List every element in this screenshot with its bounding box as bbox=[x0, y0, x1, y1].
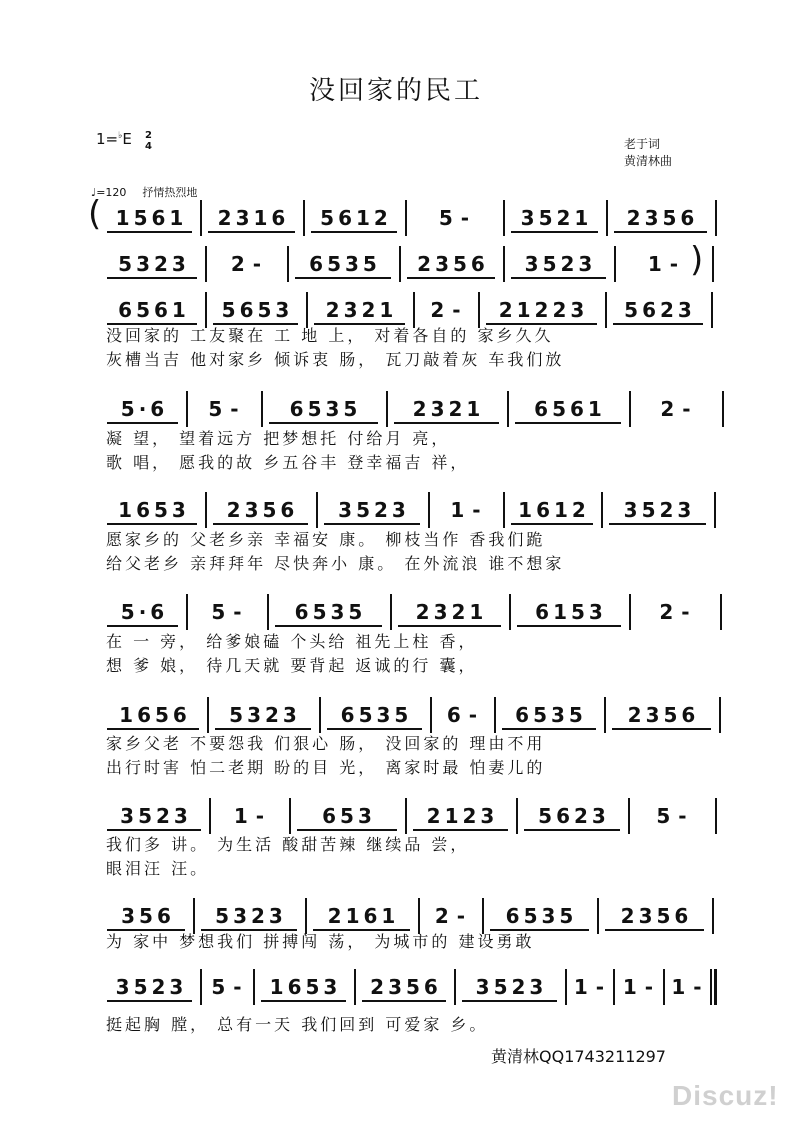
barline bbox=[316, 492, 318, 528]
measure: 2 - bbox=[230, 252, 262, 276]
key-note: E bbox=[122, 130, 132, 148]
lyric-line: 为 家中 梦想我们 拼搏闯 荡， 为城市的 建设勇敢 bbox=[106, 932, 535, 951]
watermark: Discuz! bbox=[672, 1080, 779, 1111]
measure: 1 6 1 2 bbox=[518, 498, 586, 522]
beam-line bbox=[362, 1000, 446, 1002]
barline bbox=[200, 200, 202, 236]
barline bbox=[405, 200, 407, 236]
measure: 5 6 1 2 bbox=[320, 206, 388, 230]
barline bbox=[663, 969, 665, 1005]
barline bbox=[186, 594, 188, 630]
beam-line bbox=[524, 829, 620, 831]
barline bbox=[454, 969, 456, 1005]
measure: 5 6 2 3 bbox=[624, 298, 692, 322]
tempo-mark: ♩=120 bbox=[91, 186, 127, 199]
barline bbox=[714, 492, 716, 528]
barline bbox=[565, 969, 567, 1005]
barline bbox=[267, 594, 269, 630]
tempo-marking bbox=[91, 184, 197, 200]
notes-line bbox=[0, 969, 792, 1003]
beam-line bbox=[398, 625, 501, 627]
measure: 3 5 2 3 bbox=[120, 804, 188, 828]
measure: 5 · 6 bbox=[120, 600, 165, 624]
notes-line bbox=[0, 194, 792, 234]
notes-line bbox=[0, 240, 792, 280]
measure: 1 - bbox=[573, 975, 605, 999]
measure: 2 1 6 1 bbox=[327, 904, 396, 928]
lyric-line: 我们多 讲。 为生活 酸甜苦辣 继续品 尝， bbox=[106, 835, 470, 854]
measure: 2 3 5 6 bbox=[370, 975, 438, 999]
measure: 6 5 3 5 bbox=[309, 252, 377, 276]
measure: 1 6 5 6 bbox=[119, 703, 187, 727]
measure: 5 · 6 bbox=[120, 397, 165, 421]
measure: 3 5 2 1 bbox=[520, 206, 589, 230]
lyricist-credit: 老于词 bbox=[624, 137, 661, 151]
lyric-line: 没回家的 工友聚在 工 地 上， 对着各自的 家乡久久 bbox=[106, 326, 554, 345]
measure: 2 3 5 6 bbox=[226, 498, 295, 522]
barline bbox=[289, 798, 291, 834]
barline bbox=[386, 391, 388, 427]
barline bbox=[399, 246, 401, 282]
composer-credit: 黄清林曲 bbox=[624, 154, 673, 168]
lyric-line: 家乡父老 不要怨我 们狠心 肠， 没回家的 理由不用 bbox=[106, 734, 546, 753]
beam-line bbox=[462, 1000, 557, 1002]
barline bbox=[507, 391, 509, 427]
measure: 6 5 3 5 bbox=[294, 600, 363, 624]
barline bbox=[715, 200, 717, 236]
measure: 6 5 3 bbox=[322, 804, 372, 828]
measure: 2 3 2 1 bbox=[412, 397, 481, 421]
lyric-line: 灰槽当吉 他对家乡 倾诉衷 肠， 瓦刀敲着灰 车我们放 bbox=[106, 350, 565, 369]
barline bbox=[710, 969, 712, 1005]
beam-line bbox=[517, 625, 621, 627]
barline bbox=[287, 246, 289, 282]
beam-line bbox=[324, 523, 420, 525]
barline bbox=[390, 594, 392, 630]
lyric-line: 给父老乡 亲拜拜年 尽快奔小 康。 在外流浪 谁不想家 bbox=[106, 554, 565, 573]
barline bbox=[722, 391, 724, 427]
beam-line bbox=[612, 728, 711, 730]
barline bbox=[606, 200, 608, 236]
beam-line bbox=[609, 523, 706, 525]
measure: 3 5 2 3 bbox=[524, 252, 593, 276]
barline bbox=[319, 697, 321, 733]
measure: 2 - bbox=[660, 397, 691, 421]
song-title: 没回家的民工 bbox=[308, 76, 483, 106]
notes-line bbox=[0, 391, 792, 425]
measure: 2 3 5 6 bbox=[627, 703, 696, 727]
measure: 3 5 2 3 bbox=[338, 498, 406, 522]
beam-line bbox=[515, 422, 621, 424]
barline bbox=[205, 492, 207, 528]
measure: 6 5 3 5 bbox=[505, 904, 574, 928]
barline bbox=[209, 798, 211, 834]
beam-line bbox=[269, 422, 378, 424]
beam-line bbox=[311, 231, 397, 233]
measure: 6 5 3 5 bbox=[340, 703, 409, 727]
barline bbox=[200, 969, 202, 1005]
barline bbox=[715, 798, 717, 834]
key-prefix: 1= bbox=[96, 130, 119, 148]
notes-line bbox=[0, 292, 792, 326]
measure: 3 5 2 3 bbox=[475, 975, 544, 999]
barline bbox=[628, 798, 630, 834]
measure: 1 - bbox=[647, 252, 679, 276]
measure: 6 5 3 5 bbox=[515, 703, 583, 727]
beam-line bbox=[407, 277, 495, 279]
beam-line bbox=[614, 231, 707, 233]
time-unit: 4 bbox=[145, 141, 152, 152]
beam-line bbox=[215, 728, 311, 730]
beam-line bbox=[107, 1000, 192, 1002]
measure: 5 3 2 3 bbox=[229, 703, 297, 727]
beam-line bbox=[107, 422, 178, 424]
beam-line bbox=[511, 231, 598, 233]
barline bbox=[253, 969, 255, 1005]
barline bbox=[509, 594, 511, 630]
measure: 1 5 6 1 bbox=[115, 206, 184, 230]
barline bbox=[629, 391, 631, 427]
barline bbox=[428, 492, 430, 528]
beam-line bbox=[394, 422, 499, 424]
barline bbox=[503, 200, 505, 236]
measure: 6 5 6 1 bbox=[118, 298, 186, 322]
notes-line bbox=[0, 697, 792, 731]
barline bbox=[719, 697, 721, 733]
lyric-line: 愿家乡的 父老乡亲 幸福安 康。 柳枝当作 香我们跪 bbox=[106, 530, 546, 549]
lyric-line: 凝 望， 望着远方 把梦想托 付给月 亮， bbox=[106, 429, 451, 448]
measure: 2 3 5 6 bbox=[626, 206, 695, 230]
key-signature bbox=[96, 130, 152, 152]
beam-line bbox=[511, 277, 606, 279]
measure: 6 5 6 1 bbox=[534, 397, 602, 421]
beam-line bbox=[208, 231, 295, 233]
barline bbox=[614, 246, 616, 282]
beam-line bbox=[107, 523, 197, 525]
author-signature: 黄清林QQ1743211297 bbox=[491, 1047, 666, 1066]
measure: 2 3 5 6 bbox=[620, 904, 689, 928]
beam-line bbox=[107, 625, 178, 627]
measure: 2 3 5 6 bbox=[417, 252, 485, 276]
lyric-line: 眼泪汪 汪。 bbox=[106, 859, 210, 878]
measure: 6 - bbox=[446, 703, 478, 727]
measure: 3 5 6 bbox=[121, 904, 171, 928]
barline bbox=[503, 492, 505, 528]
barline bbox=[405, 798, 407, 834]
measure: 6 1 5 3 bbox=[535, 600, 603, 624]
barline bbox=[712, 246, 714, 282]
barline bbox=[207, 697, 209, 733]
time-signature bbox=[145, 130, 152, 152]
credits bbox=[624, 136, 672, 170]
measure: 1 - bbox=[450, 498, 481, 522]
close-paren: ) bbox=[690, 240, 704, 280]
measure: 3 5 2 3 bbox=[623, 498, 692, 522]
measure: 1 - bbox=[233, 804, 265, 828]
measure: 6 5 3 5 bbox=[289, 397, 358, 421]
measure: 2 3 2 1 bbox=[415, 600, 484, 624]
lyric-line: 歌 唱， 愿我的故 乡五谷丰 登幸福吉 祥， bbox=[106, 453, 470, 472]
measure: 5 3 2 3 bbox=[118, 252, 186, 276]
barline bbox=[186, 391, 188, 427]
measure: 5 - bbox=[656, 804, 687, 828]
measure: 2 - bbox=[430, 298, 461, 322]
time-beats: 2 bbox=[145, 130, 152, 141]
beam-line bbox=[107, 231, 192, 233]
expression-mark: 抒情热烈地 bbox=[142, 186, 198, 199]
measure: 2 1 2 3 bbox=[426, 804, 495, 828]
barline bbox=[503, 246, 505, 282]
open-paren: ( bbox=[88, 194, 102, 234]
barline bbox=[303, 200, 305, 236]
beam-line bbox=[107, 277, 197, 279]
beam-line bbox=[297, 829, 397, 831]
measure: 2 3 2 1 bbox=[325, 298, 394, 322]
barline bbox=[613, 969, 615, 1005]
measure: 1 - bbox=[671, 975, 702, 999]
lyric-line: 挺起胸 膛， 总有一天 我们回到 可爱家 乡。 bbox=[106, 1015, 489, 1034]
beam-line bbox=[107, 829, 201, 831]
measure: 2 - bbox=[434, 904, 466, 928]
measure: 1 - bbox=[622, 975, 654, 999]
measure: 5 - bbox=[211, 600, 242, 624]
beam-line bbox=[261, 1000, 346, 1002]
measure: 2 - bbox=[659, 600, 690, 624]
barline bbox=[494, 697, 496, 733]
barline bbox=[354, 969, 356, 1005]
measure: 5 6 5 3 bbox=[221, 298, 290, 322]
measure: 1 6 5 3 bbox=[118, 498, 186, 522]
flat-sign: ♭ bbox=[118, 131, 123, 141]
beam-line bbox=[295, 277, 391, 279]
lyric-line: 出行时害 怕二老期 盼的目 光， 离家时最 怕妻儿的 bbox=[106, 758, 546, 777]
barline bbox=[720, 594, 722, 630]
beam-line bbox=[107, 728, 199, 730]
beam-line bbox=[511, 523, 593, 525]
notes-line bbox=[0, 798, 792, 832]
measure: 2 1 2 2 3 bbox=[498, 298, 585, 322]
beam-line bbox=[413, 829, 508, 831]
lyric-line: 在 一 旁， 给爹娘磕 个头给 祖先上柱 香， bbox=[106, 632, 478, 651]
measure: 5 - bbox=[208, 397, 239, 421]
barline bbox=[261, 391, 263, 427]
notes-line bbox=[0, 492, 792, 526]
barline bbox=[205, 246, 207, 282]
measure: 3 5 2 3 bbox=[115, 975, 184, 999]
lyric-line: 想 爹 娘， 待几天就 要背起 返诚的行 囊， bbox=[106, 656, 478, 675]
barline bbox=[516, 798, 518, 834]
measure: 1 6 5 3 bbox=[269, 975, 338, 999]
notes-line bbox=[0, 594, 792, 628]
beam-line bbox=[275, 625, 382, 627]
measure: 5 3 2 3 bbox=[215, 904, 283, 928]
barline bbox=[601, 492, 603, 528]
final-barline bbox=[714, 969, 717, 1005]
notes-line bbox=[0, 898, 792, 932]
barline bbox=[629, 594, 631, 630]
measure: 5 - bbox=[211, 975, 242, 999]
beam-line bbox=[502, 728, 596, 730]
beam-line bbox=[327, 728, 422, 730]
barline bbox=[604, 697, 606, 733]
barline bbox=[430, 697, 432, 733]
measure: 5 6 2 3 bbox=[538, 804, 606, 828]
measure: 2 3 1 6 bbox=[217, 206, 286, 230]
measure: 5 - bbox=[438, 206, 470, 230]
beam-line bbox=[213, 523, 308, 525]
